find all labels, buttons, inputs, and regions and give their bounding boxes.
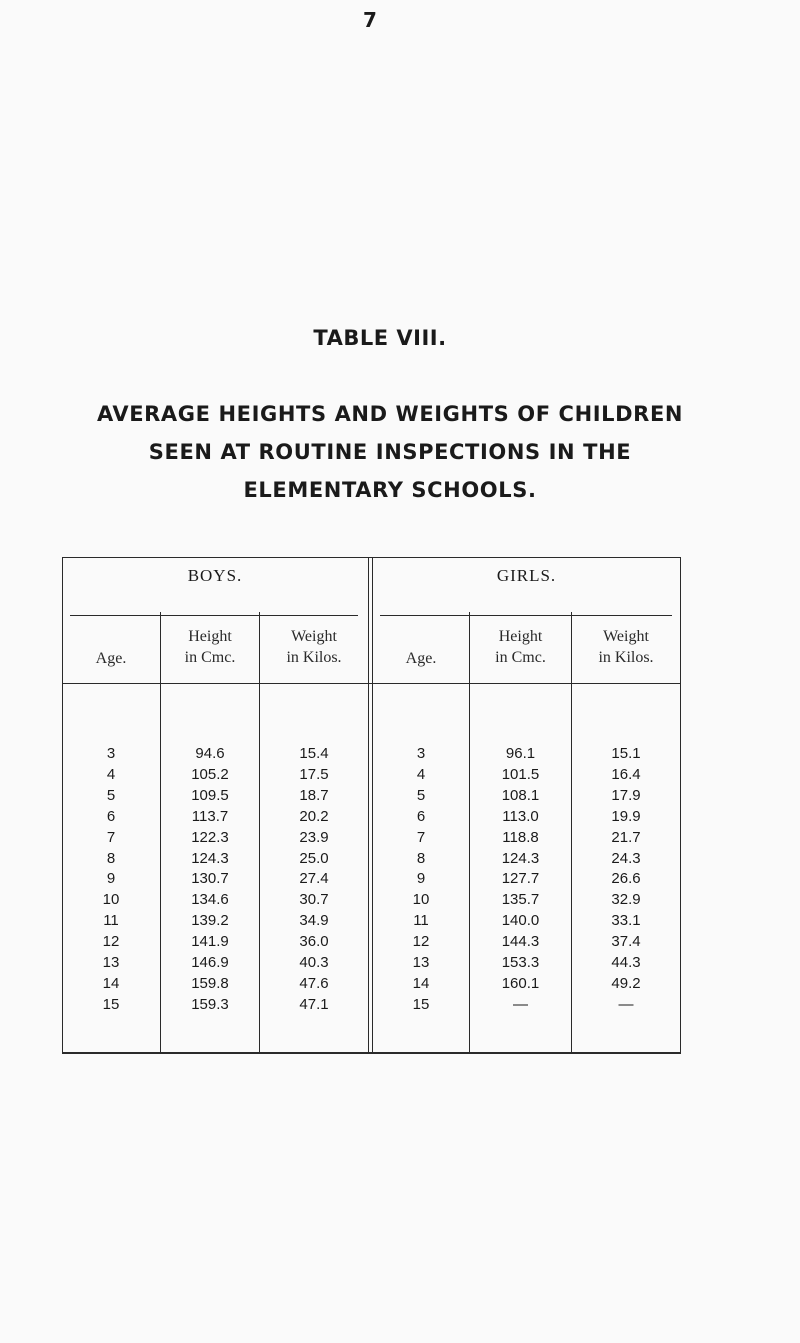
table-border-right [680,557,681,1054]
table-cell-girls-age: 3 [416,745,426,762]
table-cell-girls-height: 101.5 [501,765,540,783]
table-cell-girls-age: 14 [412,974,430,992]
header-line: Height [188,628,232,645]
table-cell-girls-weight: 44.3 [611,954,641,971]
table-cell-boys-height: 139.2 [191,912,229,930]
table-cell-boys-age: 15 [102,995,120,1013]
table-cell-boys-height: 124.3 [191,849,229,867]
boys-group-title: BOYS. [187,566,243,585]
table-cell-girls-weight: 32.9 [611,891,641,909]
table-cell-boys-weight: 15.4 [299,745,329,762]
table-cell-girls-weight: 24.3 [611,849,641,867]
header-rule [62,683,681,684]
table-cell-girls-height: 160.1 [501,974,540,992]
table-cell-boys-height: 141.9 [191,933,229,951]
table-cell-girls-age: 5 [416,786,426,804]
table-cell-boys-weight: 30.7 [299,891,329,909]
table-cell-girls-weight: 19.9 [611,807,641,825]
table-cell-boys-age: 11 [103,912,119,930]
table-cell-boys-height: 109.5 [191,786,229,804]
table-cell-girls-age: 7 [416,828,426,846]
table-cell-girls-weight: 15.1 [611,745,641,762]
table-cell-girls-age: 12 [412,933,430,951]
table-cell-boys-weight: 34.9 [299,912,329,930]
table-cell-girls-age: 6 [416,807,426,825]
table-cell-girls-age: 10 [412,891,430,909]
table-cell-boys-age: 7 [106,828,116,846]
table-cell-boys-height: 159.8 [191,974,229,992]
table-cell-girls-age: 8 [416,849,426,867]
girls-height-header [470,626,571,668]
girls-group-title: GIRLS. [496,566,557,585]
table-cell-girls-weight: 26.6 [611,870,641,888]
table-cell-girls-weight: 16.4 [611,765,641,783]
header-line: Height [498,628,543,645]
girls-age-header: Age. [405,650,437,667]
table-cell-boys-age: 5 [106,786,116,804]
heights-weights-table [62,557,681,1054]
header-line: Weight [291,628,337,645]
table-cell-boys-weight: 36.0 [299,933,329,951]
group-divider [368,557,369,1054]
table-cell-girls-weight: 17.9 [611,786,641,804]
boys-height-header [161,626,259,668]
table-cell-boys-height: 94.6 [195,745,225,762]
table-cell-girls-age: 15 [412,995,430,1013]
table-cell-boys-age: 3 [106,745,116,762]
table-cell-girls-height: 153.3 [501,954,540,971]
table-cell-boys-age: 13 [102,954,120,971]
table-cell-girls-height: 113.0 [502,807,539,825]
table-cell-girls-height: 124.3 [501,849,540,867]
table-title: TABLE VIII. [313,326,447,350]
subheader-rule [380,615,672,616]
table-cell-girls-weight: 33.1 [611,912,641,930]
table-cell-boys-weight: 47.1 [299,995,329,1013]
table-heading [40,395,740,509]
table-cell-boys-age: 10 [102,891,120,909]
table-cell-boys-height: 159.3 [191,995,229,1013]
table-cell-girls-weight: 49.2 [611,974,641,992]
table-cell-boys-height: 105.2 [191,765,229,783]
header-line: in Kilos. [598,649,654,666]
table-cell-girls-height: — [513,995,528,1013]
header-line: in Kilos. [286,649,342,666]
table-cell-girls-age: 11 [413,912,429,930]
table-cell-boys-weight: 18.7 [299,786,329,804]
heading-line: SEEN AT ROUTINE INSPECTIONS IN THE [148,440,632,464]
header-line: in Cmc. [495,649,546,666]
table-cell-boys-age: 8 [106,849,116,867]
girls-weight-header [572,626,680,668]
table-cell-boys-age: 6 [106,807,116,825]
table-cell-girls-age: 9 [416,870,426,888]
table-cell-girls-height: 127.7 [501,870,540,888]
table-cell-girls-height: 135.7 [501,891,540,909]
table-cell-boys-age: 4 [106,765,116,783]
table-cell-boys-weight: 27.4 [299,870,329,888]
table-cell-girls-age: 13 [412,954,430,971]
boys-weight-header [260,626,368,668]
table-cell-boys-height: 122.3 [191,828,229,846]
table-cell-boys-weight: 20.2 [299,807,329,825]
header-line: in Cmc. [184,649,236,666]
table-cell-boys-weight: 47.6 [299,974,329,992]
table-cell-girls-height: 144.3 [501,933,540,951]
boys-age-header: Age. [95,650,127,667]
table-cell-girls-height: 96.1 [505,745,536,762]
table-cell-boys-weight: 40.3 [299,954,329,971]
table-cell-girls-weight: 21.7 [611,828,641,846]
table-cell-boys-height: 146.9 [191,954,229,971]
table-cell-boys-age: 14 [102,974,120,992]
heading-line: ELEMENTARY SCHOOLS. [243,478,537,502]
table-cell-girls-age: 4 [416,765,426,783]
table-cell-girls-height: 140.0 [501,912,540,930]
table-cell-boys-height: 113.7 [191,807,229,825]
table-cell-girls-weight: — [618,995,634,1013]
table-cell-boys-weight: 17.5 [299,765,329,783]
table-cell-boys-age: 9 [106,870,116,888]
heading-line: AVERAGE HEIGHTS AND WEIGHTS OF CHILDREN [96,402,684,426]
table-cell-boys-weight: 25.0 [299,849,329,867]
table-cell-boys-weight: 23.9 [299,828,329,846]
table-cell-boys-age: 12 [102,933,120,951]
table-cell-girls-height: 108.1 [501,786,540,804]
subheader-rule [70,615,358,616]
table-cell-boys-height: 134.6 [191,891,229,909]
table-cell-girls-weight: 37.4 [611,933,641,951]
page-number: 7 [363,8,377,32]
table-cell-girls-height: 118.8 [502,828,539,846]
header-line: Weight [603,628,649,645]
table-cell-boys-height: 130.7 [191,870,229,888]
